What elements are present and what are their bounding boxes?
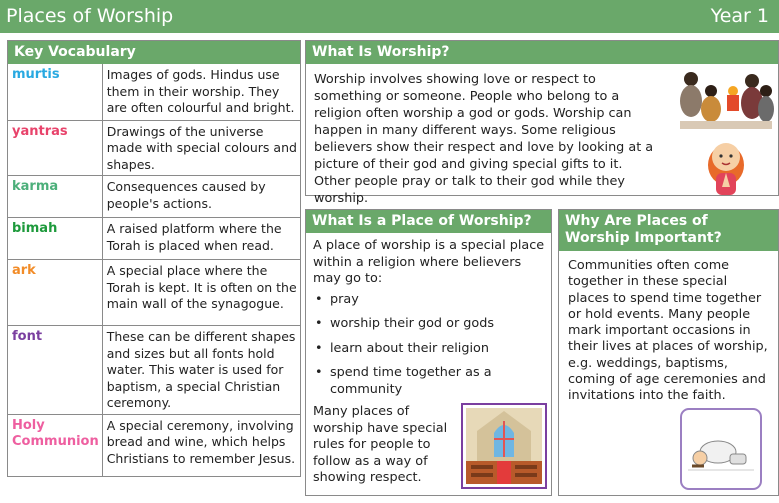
vocab-definition: A special ceremony, involving bread and wine, which helps Christians to remember Jesus.	[102, 414, 300, 476]
church-interior-illustration	[461, 403, 547, 489]
place-of-worship-heading: What Is a Place of Worship?	[306, 210, 551, 233]
table-row	[8, 326, 300, 415]
page-title: Places of Worship	[6, 5, 174, 27]
vocab-definition: Images of gods. Hindus use them in their worship. They are often colourful and bright.	[106, 67, 295, 115]
why-important-text: Communities often come together in these special places to spend time together or hold events. Many people mark important occasions in their lives at places of worship, e.g. weddings, baptisms, coming of age ceremonies and invitations into the faith.	[568, 258, 768, 404]
list-item: • worship their god or gods	[313, 316, 545, 333]
vocab-term: yantras	[8, 120, 102, 176]
table-row	[8, 218, 300, 260]
place-intro-text: A place of worship is a special place within a religion where believers may go to:	[313, 238, 545, 286]
vocab-term: font	[8, 326, 102, 415]
kneeling-prayer-illustration	[680, 408, 762, 490]
vocab-term: Holy Communion	[8, 414, 102, 476]
year-label: Year 1	[710, 5, 769, 27]
table-row	[8, 260, 300, 326]
list-item: • pray	[313, 292, 545, 309]
vocab-definition: Consequences caused by people's actions.	[102, 176, 300, 218]
table-row	[8, 176, 300, 218]
vocab-definition: A special place where the Torah is kept. It is often on the main wall of the synagogue.	[102, 260, 300, 326]
vocabulary-heading: Key Vocabulary	[8, 41, 300, 64]
vocab-term: karma	[8, 176, 102, 218]
vocab-term: murtis	[8, 64, 102, 120]
title-bar	[0, 0, 779, 33]
place-rules-text: Many places of worship have special rules for people to follow as a way of showing respect.	[313, 404, 448, 485]
table-row	[8, 64, 300, 120]
vocabulary-panel	[7, 40, 301, 477]
why-important-panel	[558, 209, 779, 496]
vocab-term: bimah	[8, 218, 102, 260]
list-item: • learn about their religion	[313, 341, 545, 358]
place-of-worship-panel	[305, 209, 552, 496]
what-is-worship-heading: What Is Worship?	[306, 41, 778, 64]
vocab-definition: Drawings of the universe made with special colours and shapes.	[102, 120, 300, 176]
what-is-worship-text: Worship involves showing love or respect to something or someone. People who belong to a religion often worship a god or gods. Worship can happen in many different ways. Some religious believers show their respect and love by looking at a picture of their god and giving special gifts to it. Other people pray or talk to their god while they worship.	[314, 72, 654, 206]
vocab-definition: These can be different shapes and sizes but all fonts hold water. This water is used for baptism, a special Christian ceremony.	[102, 326, 300, 415]
vocabulary-table	[8, 64, 300, 476]
table-row	[8, 414, 300, 476]
list-item: • spend time together as a community	[313, 365, 545, 398]
why-important-heading: Why Are Places of Worship Important?	[559, 210, 778, 251]
worshippers-illustration	[678, 69, 774, 197]
vocab-term: ark	[8, 260, 102, 326]
table-row	[8, 120, 300, 176]
vocab-definition: A raised platform where the Torah is placed when read.	[102, 218, 300, 260]
what-is-worship-panel	[305, 40, 779, 206]
place-bullet-list	[313, 292, 545, 399]
